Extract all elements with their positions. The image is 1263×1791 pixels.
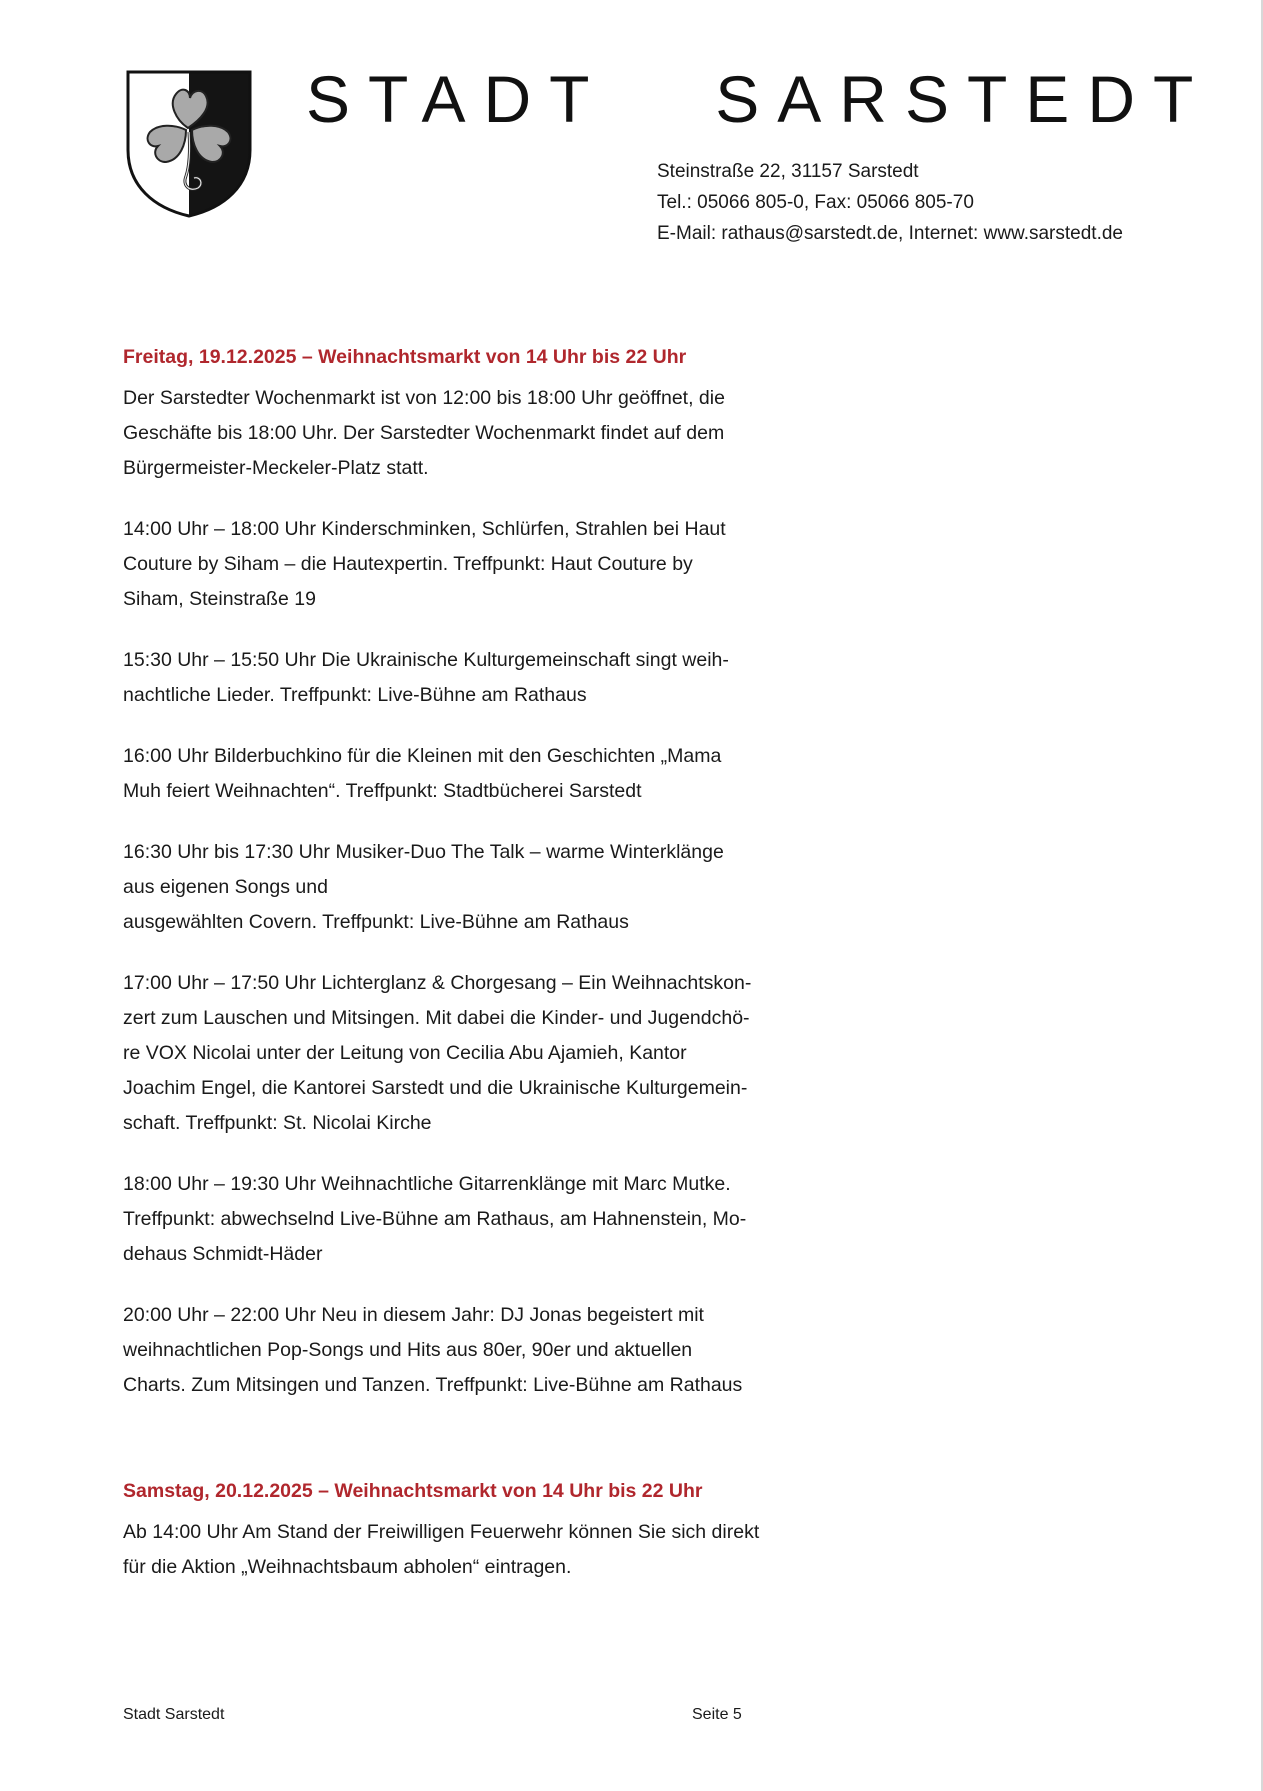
city-title: STADT SARSTEDT xyxy=(306,62,1212,136)
main-content xyxy=(123,339,803,1611)
address-block xyxy=(657,156,1123,249)
section-heading: Samstag, 20.12.2025 – Weihnachtsmarkt von 14 Uhr bis 22 Uhr xyxy=(123,1480,703,1502)
shamrock-coat-of-arms-icon xyxy=(124,68,254,220)
section-saturday xyxy=(123,1473,803,1585)
paragraph: Der Sarstedter Wochenmarkt ist von 12:00 bis 18:00 Uhr geöffnet, die Geschäfte bis 18:00 Uhr. Der Sarstedter Wochenmarkt findet auf dem Bürgermeister-Meckeler-Platz statt. xyxy=(123,387,725,479)
section-heading: Freitag, 19.12.2025 – Weihnachtsmarkt von 14 Uhr bis 22 Uhr xyxy=(123,346,687,368)
paragraph: Ab 14:00 Uhr Am Stand der Freiwilligen Feuerwehr können Sie sich direkt für die Aktion „Weihnachtsbaum abholen“ eintragen. xyxy=(123,1521,760,1578)
paragraph: 14:00 Uhr – 18:00 Uhr Kinderschminken, Schlürfen, Strahlen bei Haut Couture by Siham – die Hautexpertin. Treffpunkt: Haut Couture by Siham, Steinstraße 19 xyxy=(123,518,726,610)
paragraph: 16:30 Uhr bis 17:30 Uhr Musiker-Duo The Talk – warme Winterklänge aus eigenen Songs und ausgewählten Covern. Treffpunkt: Live-Bühne am Rathaus xyxy=(123,841,724,933)
paragraph: 18:00 Uhr – 19:30 Uhr Weihnachtliche Gitarrenklänge mit Marc Mutke. Treffpunkt: abwechselnd Live-Bühne am Rathaus, am Hahnenstein, Mo- dehaus Schmidt-Häder xyxy=(123,1173,747,1265)
address-contact: E-Mail: rathaus@sarstedt.de, Internet: www.sarstedt.de xyxy=(657,223,1123,244)
paragraph: 17:00 Uhr – 17:50 Uhr Lichterglanz & Chorgesang – Ein Weihnachtskon- zert zum Lauschen und Mitsingen. Mit dabei die Kinder- und Jugendchö- re VOX Nicolai unter der Leitung von Cecilia Abu Ajamieh, Kantor Joachim Engel, die Kantorei Sarstedt und die Ukrainische Kulturgemein- schaft. Treffpunkt: St. Nicolai Kirche xyxy=(123,972,752,1134)
footer-org: Stadt Sarstedt xyxy=(123,1706,225,1723)
paragraph: 20:00 Uhr – 22:00 Uhr Neu in diesem Jahr: DJ Jonas begeistert mit weihnachtlichen Pop-Songs und Hits aus 80er, 90er und aktuellen Charts. Zum Mitsingen und Tanzen. Treffpunkt: Live-Bühne am Rathaus xyxy=(123,1304,743,1396)
address-phone: Tel.: 05066 805-0, Fax: 05066 805-70 xyxy=(657,192,974,213)
section-spacer xyxy=(123,1429,803,1473)
section-friday xyxy=(123,339,803,1403)
address-street: Steinstraße 22, 31157 Sarstedt xyxy=(657,161,919,182)
paragraph: 15:30 Uhr – 15:50 Uhr Die Ukrainische Kulturgemeinschaft singt weih- nachtliche Lieder. Treffpunkt: Live-Bühne am Rathaus xyxy=(123,649,729,706)
paragraph: 16:00 Uhr Bilderbuchkino für die Kleinen mit den Geschichten „Mama Muh feiert Weihnachten“. Treffpunkt: Stadtbücherei Sarstedt xyxy=(123,745,722,802)
footer-page-number: Seite 5 xyxy=(692,1706,742,1723)
